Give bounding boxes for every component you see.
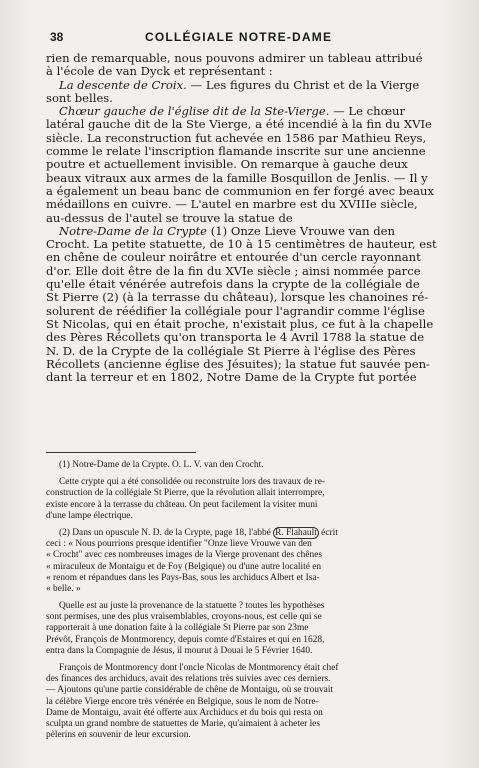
note-line: François de Montmorency dont l'oncle Nicolas de Montmorency était chef — [59, 663, 339, 673]
note-line: la célèbre Vierge encore très vénérée en Belgique, sous le nom de Notre- — [46, 696, 319, 707]
italic-heading: La descente de Croix. — [59, 77, 187, 92]
italic-heading: Chœur gauche de l'église dit de la Ste-Vierge. — [59, 104, 330, 119]
text-line: en chêne de couleur noirâtre et entourée d'un cercle rayonnant — [46, 250, 421, 265]
page-number: 38 — [50, 30, 64, 44]
note-line: pèlerins en souvenir de leur excursion. — [46, 730, 191, 741]
text-line: qu'elle était vénérée autrefois dans la crypte de la collégiale de — [46, 277, 420, 292]
note-line: Cette crypte qui a été consolidée ou reconstruite lors des travaux de re- — [59, 477, 326, 488]
italic-heading: Notre-Dame de la Crypte — [59, 223, 208, 238]
text-line: dant la terreur et en 1802, Notre Dame de la Crypte fut portée — [46, 370, 417, 385]
text-line: médaillons en cuivre. — L'autel en marbre est du XVIIIe siècle, — [46, 197, 418, 212]
note-line: Prévôt, François de Montmorency, depuis comte d'Estaires et qui en 1628, — [46, 634, 325, 645]
note-line: Quelle est au juste la provenance de la statuette ? toutes les hypothèses — [59, 601, 325, 612]
footnotes — [46, 460, 474, 741]
note-line: existe encore à la terrasse du château. On peut facilement la visiter muni — [46, 499, 318, 510]
text-line: siècle. La reconstruction fut achevée en 1586 par Mathieu Reys, — [46, 130, 427, 145]
footnote-divider — [46, 452, 196, 453]
note-line: — Ajoutons qu'une partie considérable de chêne de Montaigu, où se trouvait — [46, 685, 334, 696]
note-line: sculpta un grand nombre de statuettes de Marie, qu'aimaient à acheter les — [46, 718, 320, 729]
page-header — [50, 30, 470, 50]
main-text — [46, 52, 472, 384]
text-line: solurent de réédifier la collégiale pour l'agrandir comme l'église — [46, 303, 425, 318]
note-line: construction de la collégiale St Pierre, que la révolution allait interrompre, — [46, 488, 325, 499]
note-line: (2) Dans un opuscule N. D. de la Crypte, page 18, l'abbé R. Flahault écrit — [59, 527, 338, 538]
text-line: comme le relate l'inscription flamande inscrite sur une ancienne — [46, 144, 426, 159]
text-line: a également un beau banc de communion en fer forgé avec beaux — [46, 183, 435, 198]
note-line: rapporterait à une donation faite à la collégiale St Pierre par son 23me — [46, 623, 309, 634]
note-line: « miraculeux de Montaigu et de Foy (Belgique) ou d'une autre localité en — [46, 561, 322, 572]
running-title: COLLÉGIALE NOTRE-DAME — [145, 30, 333, 44]
text-line: à l'école de van Dyck et représentant : — [46, 64, 273, 79]
note-line: Dame de Montaigu, avait été offerte aux Archiducs et du bois qui resta on — [46, 707, 323, 718]
text-line: Chœur gauche de l'église dit de la Ste-Vierge. — Le chœur — [59, 104, 406, 119]
text-line: St Pierre (2) (à la terrasse du château), lorsque les chanoines ré- — [46, 290, 429, 305]
note-line: « Crocht" avec ces nombreuses images de la Vierge provenant des chênes — [46, 550, 322, 561]
text-line: St Nicolas, qui en était proche, n'existait plus, ce fut à la chapelle — [46, 316, 434, 331]
text-line: sont belles. — [46, 90, 113, 105]
circled-author-name: R. Flahault — [275, 527, 317, 538]
note-line: « renom et répandues dans les Pays-Bas, sous les archiducs Albert et Isa- — [46, 572, 320, 583]
note-line: d'une lampe électrique. — [46, 510, 133, 521]
note-line: ceci : « Nous pourrions presque identifier "Onze lieve Vrouwe van den — [46, 539, 312, 550]
text-line: N. D. de la Crypte de la collégiale St Pierre à l'église des Pères — [46, 343, 416, 358]
note-line: des finances des archiducs, avait des relations très suivies avec ces derniers. — [46, 674, 331, 685]
text-line: poutre et actuellement invisible. On remarque à gauche deux — [46, 157, 408, 172]
text-line: au-dessus de l'autel se trouve la statue de — [46, 210, 293, 225]
text-line: Crocht. La petite statuette, de 10 à 15 centimètres de hauteur, est — [46, 237, 437, 252]
note-line: « belle. » — [46, 583, 81, 594]
note-line: entra dans la Compagnie de Jésus, il mourut à Douai le 5 Février 1640. — [46, 645, 313, 656]
text-line: rien de remarquable, nous pouvons admirer un tableau attribué — [46, 51, 423, 65]
text-line: La descente de Croix. — Les figures du Christ et de la Vierge — [59, 77, 420, 92]
text-line: Notre-Dame de la Crypte (1) Onze Lieve Vrouwe van den — [59, 223, 396, 238]
text-line: latéral gauche dit de la Ste Vierge, a été incendié à la fin du XVIe — [46, 117, 432, 132]
text-line: Récollets (ancienne église des Jésuites); la statue fut sauvée pen- — [46, 356, 430, 371]
text-line: des Pères Récollets qu'on transporta le 4 Avril 1788 la statue de — [46, 330, 425, 345]
text-line: d'or. Elle doit être de la fin du XVIe siècle ; ainsi nommée parce — [46, 263, 421, 278]
note-line: sont permises, une des plus vraisemblables, croyons-nous, est celle qui se — [46, 612, 322, 623]
note-line: (1) Notre-Dame de la Crypte. O. L. V. van den Crocht. — [59, 460, 264, 470]
text-line: beaux vitraux aux armes de la famille Bosquillon de Jenlis. — Il y — [46, 170, 428, 185]
